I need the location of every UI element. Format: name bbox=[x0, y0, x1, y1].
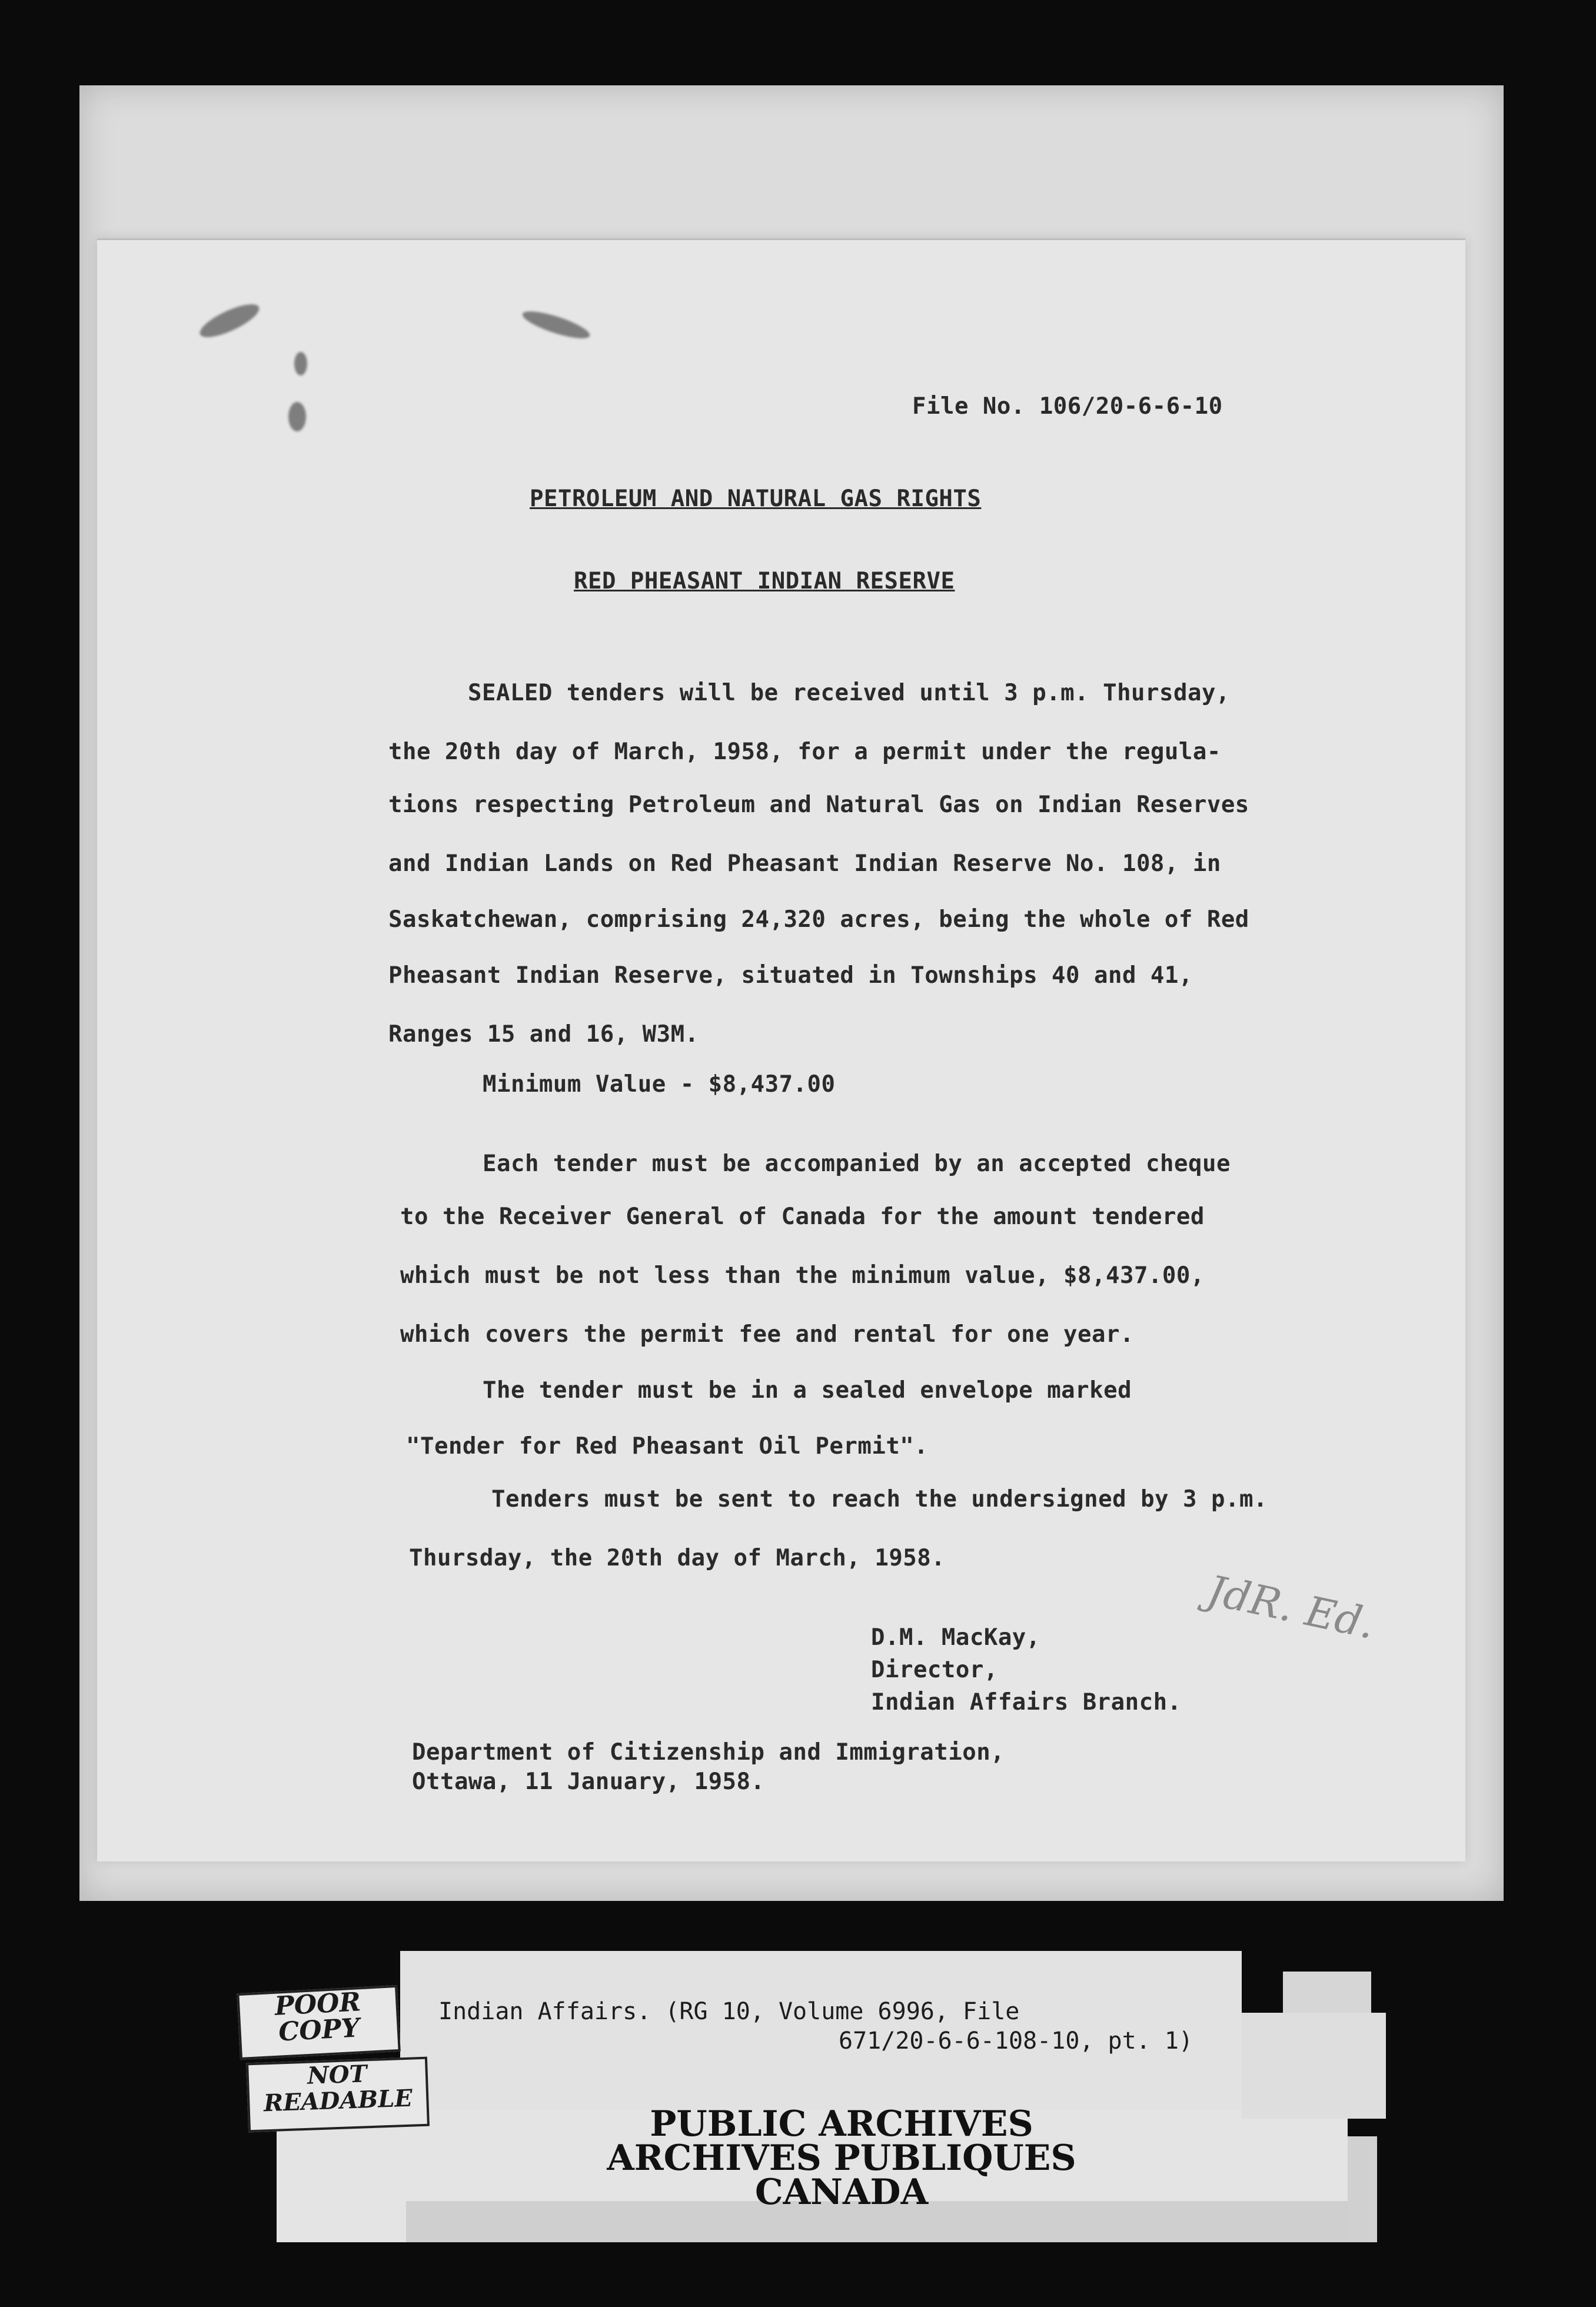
envelope-line: The tender must be in a sealed envelope marked bbox=[483, 1377, 1132, 1404]
citation-card-tab bbox=[1242, 2013, 1386, 2119]
document-title: PETROLEUM AND NATURAL GAS RIGHTS bbox=[530, 486, 982, 512]
body-line: and Indian Lands on Red Pheasant Indian Reserve No. 108, in bbox=[388, 850, 1221, 877]
tender-line: which covers the permit fee and rental for one year. bbox=[400, 1321, 1134, 1348]
stamp-not-line-1: NOT bbox=[307, 2060, 368, 2090]
deadline-line: Tenders must be sent to reach the undersigned by 3 p.m. bbox=[491, 1486, 1268, 1512]
citation-line-2: 671/20-6-6-108-10, pt. 1) bbox=[839, 2027, 1193, 2055]
signature-title: Director, bbox=[871, 1657, 998, 1683]
ink-smudge bbox=[520, 306, 593, 344]
body-line: SEALED tenders will be received until 3 p.m. Thursday, bbox=[468, 680, 1230, 706]
stamp-not-line-2: READABLE bbox=[263, 2084, 413, 2117]
footer-date: Ottawa, 11 January, 1958. bbox=[412, 1769, 765, 1795]
citation-card-tab bbox=[1283, 1972, 1371, 2013]
footer-department: Department of Citizenship and Immigration, bbox=[412, 1739, 1005, 1766]
citation-line-1: Indian Affairs. (RG 10, Volume 6996, File bbox=[438, 1998, 1020, 2025]
ink-smudge bbox=[196, 298, 263, 343]
file-number: File No. 106/20-6-6-10 bbox=[912, 393, 1223, 420]
archive-line-3: CANADA bbox=[754, 2172, 929, 2213]
deadline-line: Thursday, the 20th day of March, 1958. bbox=[409, 1545, 946, 1571]
archive-stamp bbox=[577, 2103, 1106, 2213]
tender-line: which must be not less than the minimum value, $8,437.00, bbox=[400, 1262, 1205, 1289]
signature-name: D.M. MacKay, bbox=[871, 1624, 1040, 1651]
tender-line: to the Receiver General of Canada for the amount tendered bbox=[400, 1204, 1205, 1230]
stamp-poor-line-2: COPY bbox=[278, 2013, 361, 2047]
not-readable-stamp bbox=[246, 2057, 430, 2133]
archive-line-2: ARCHIVES PUBLIQUES bbox=[607, 2138, 1076, 2179]
tender-line: Each tender must be accompanied by an accepted cheque bbox=[483, 1151, 1231, 1177]
body-line: Saskatchewan, comprising 24,320 acres, being the whole of Red bbox=[388, 906, 1249, 933]
signature-branch: Indian Affairs Branch. bbox=[871, 1689, 1182, 1716]
envelope-line: "Tender for Red Pheasant Oil Permit". bbox=[406, 1433, 929, 1460]
poor-copy-stamp bbox=[237, 1985, 401, 2060]
body-line: the 20th day of March, 1958, for a permit under the regula- bbox=[388, 739, 1221, 765]
body-line: Pheasant Indian Reserve, situated in Townships 40 and 41, bbox=[388, 962, 1193, 989]
handwritten-initials: JdR. Ed. bbox=[1203, 1565, 1379, 1649]
stamp-poor-line-1: POOR bbox=[274, 1987, 362, 2022]
body-line: tions respecting Petroleum and Natural Gas on Indian Reserves bbox=[388, 792, 1249, 818]
archive-line-1: PUBLIC ARCHIVES bbox=[650, 2103, 1033, 2145]
minimum-value: Minimum Value - $8,437.00 bbox=[483, 1071, 836, 1098]
body-line: Ranges 15 and 16, W3M. bbox=[388, 1021, 699, 1048]
document-subtitle: RED PHEASANT INDIAN RESERVE bbox=[574, 568, 955, 594]
ink-smudge bbox=[288, 402, 306, 431]
ink-smudge bbox=[294, 352, 307, 375]
